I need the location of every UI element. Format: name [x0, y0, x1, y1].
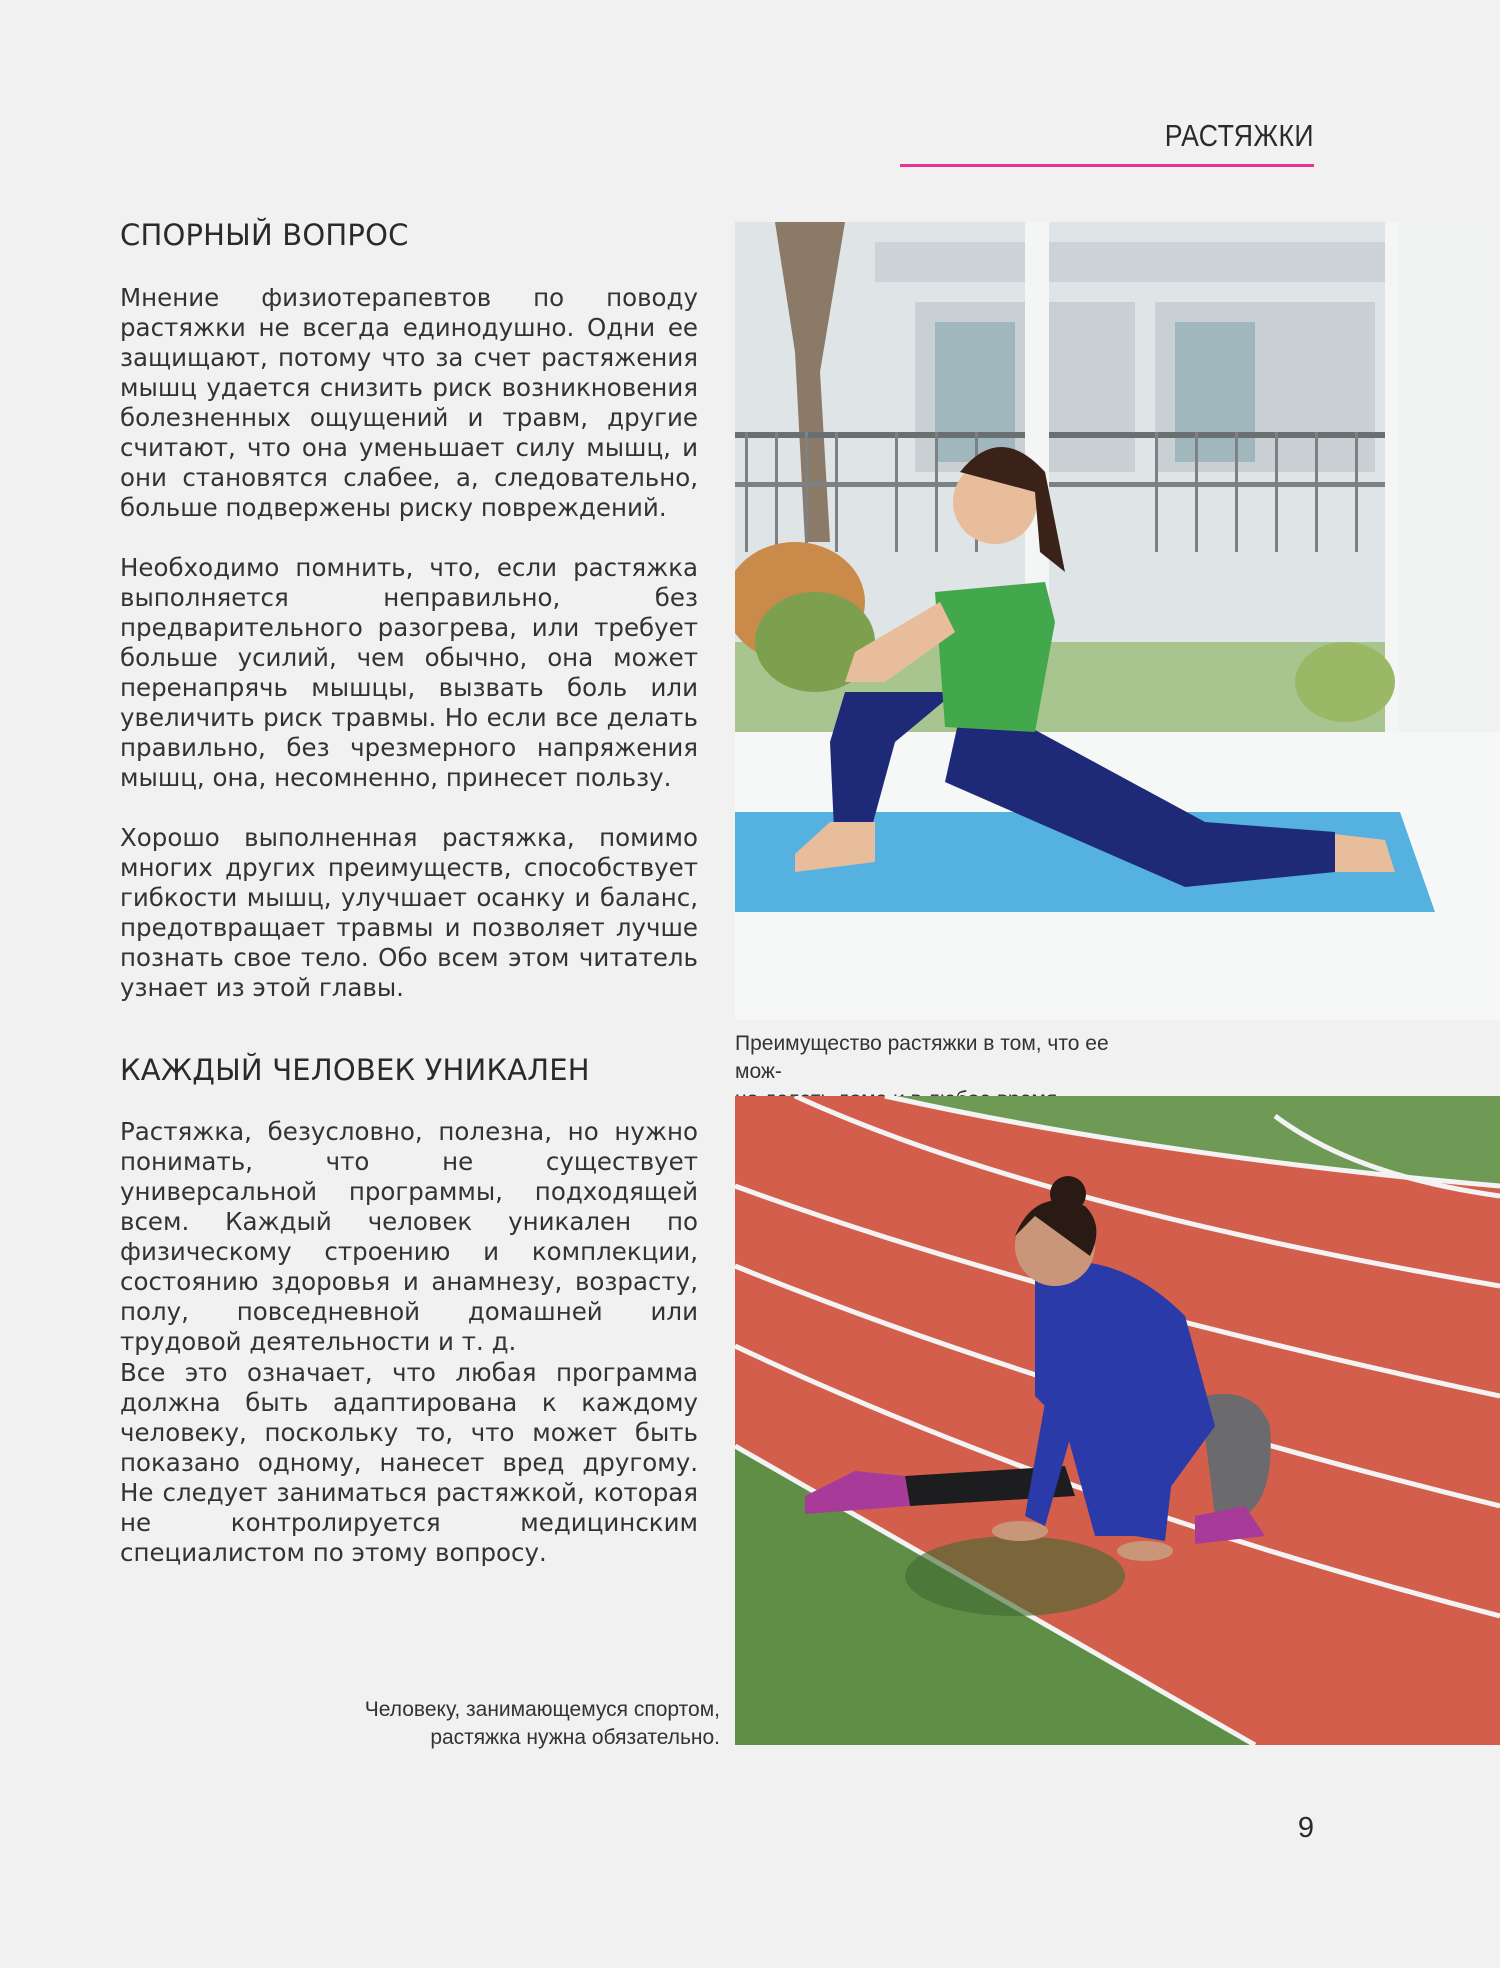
page-number: 9	[1297, 1812, 1314, 1844]
paragraph-5: Все это означает, что любая программа должна быть адаптирована к каждому человеку, поскольку то, что может быть показано одному, нанесет вред другому. Не следует заниматься растяжкой, которая не контролируется медицинским специалистом по этому вопросу.	[120, 1358, 698, 1567]
caption-track-line-1: Человеку, занимающемуся спортом,	[364, 1698, 720, 1721]
heading-everyone-unique: КАЖДЫЙ ЧЕЛОВЕК УНИКАЛЕН	[120, 1053, 590, 1087]
section-label: РАСТЯЖКИ	[1164, 118, 1314, 153]
heading-controversial-question: СПОРНЫЙ ВОПРОС	[120, 218, 409, 252]
paragraph-1: Мнение физиотерапевтов по поводу растяжки не всегда единодушно. Одни ее защищают, потому что за счет растяжения мышц удается снизить риск возникновения болезненных ощущений и травм, другие считают, что она уменьшает силу мышц, и они становятся слабее, а, следовательно, больше подвержены риску повреждений.	[120, 283, 698, 522]
photo-track-stretch	[735, 1096, 1500, 1745]
caption-track-line-2: растяжка нужна обязательно.	[430, 1726, 720, 1749]
photo-home-stretch	[735, 222, 1500, 1020]
paragraph-4: Растяжка, безусловно, полезна, но нужно понимать, что не существует универсальной программы, подходящей всем. Каждый человек уникален по физическому строению и комплекции, состоянию здоровья и анамнезу, возрасту, полу, повседневной домашней или трудовой деятельности и т. д.	[120, 1117, 698, 1356]
paragraph-3: Хорошо выполненная растяжка, помимо многих других преимуществ, способствует гибкости мышц, улучшает осанку и баланс, предотвращает травмы и позволяет лучше познать свое тело. Обо всем этом читатель узнает из этой главы.	[120, 823, 698, 1002]
caption-track-stretch	[300, 1696, 720, 1752]
caption-home-line-1: Преимущество растяжки в том, что ее мож-	[735, 1032, 1109, 1083]
paragraph-2: Необходимо помнить, что, если растяжка выполняется неправильно, без предварительного разогрева, или требует больше усилий, чем обычно, она может перенапрячь мышцы, вызвать боль или увеличить риск травмы. Но если все делать правильно, без чрезмерного напряжения мышц, она, несомненно, принесет пользу.	[120, 553, 698, 792]
section-rule	[900, 164, 1314, 167]
